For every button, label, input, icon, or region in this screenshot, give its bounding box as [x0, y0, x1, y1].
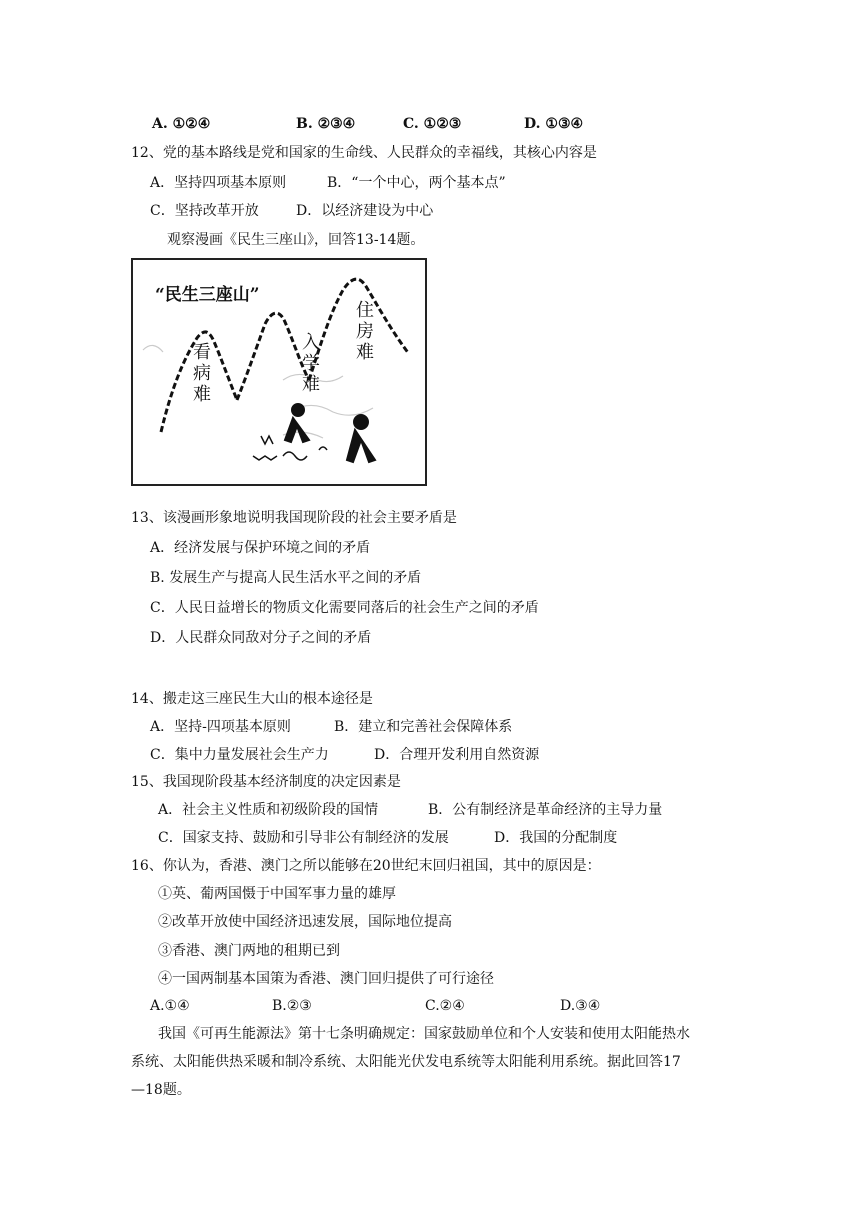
q12-stem: 12、党的基本路线是党和国家的生命线、人民群众的幸福线，其核心内容是 [131, 145, 597, 161]
q15-option-b[interactable]: B．公有制经济是革命经济的主导力量 [428, 802, 663, 818]
q12-option-a[interactable]: A．坚持四项基本原则 [150, 175, 287, 191]
q14-option-b[interactable]: B．建立和完善社会保障体系 [334, 719, 513, 735]
q16-option-b[interactable]: B.②③ [272, 998, 312, 1014]
q16-item-1: ①英、葡两国慑于中国军事力量的雄厚 [158, 886, 396, 902]
q13-option-a[interactable]: A．经济发展与保护环境之间的矛盾 [150, 540, 371, 556]
q14-option-d[interactable]: D．合理开发利用自然资源 [374, 747, 540, 763]
q16-item-3: ③香港、澳门两地的租期已到 [158, 943, 340, 959]
q16-option-a[interactable]: A.①④ [150, 998, 190, 1014]
q16-stem: 16、你认为，香港、澳门之所以能够在20世纪末回归祖国，其中的原因是： [131, 858, 601, 874]
q15-option-a[interactable]: A．社会主义性质和初级阶段的国情 [158, 802, 379, 818]
cartoon-label-right: 住房难 [356, 300, 374, 363]
q15-option-c[interactable]: C．国家支持、鼓励和引导非公有制经济的发展 [158, 830, 449, 846]
cartoon-three-mountains [131, 258, 427, 486]
q15-stem: 15、我国现阶段基本经济制度的决定因素是 [131, 774, 401, 790]
q14-option-c[interactable]: C．集中力量发展社会生产力 [150, 747, 329, 763]
q12-option-c[interactable]: C．坚持改革开放 [150, 203, 259, 219]
q13-option-b[interactable]: B. 发展生产与提高人民生活水平之间的矛盾 [150, 570, 422, 586]
cartoon-label-middle: 入学难 [302, 332, 320, 395]
q11-option-b[interactable]: B. ②③④ [296, 116, 356, 132]
intro-17-18-line-1: 我国《可再生能源法》第十七条明确规定：国家鼓励单位和个人安装和使用太阳能热水 [158, 1026, 690, 1042]
q16-item-2: ②改革开放使中国经济迅速发展，国际地位提高 [158, 914, 452, 930]
q16-item-4: ④一国两制基本国策为香港、澳门回归提供了可行途径 [158, 971, 494, 987]
q12-option-d[interactable]: D．以经济建设为中心 [296, 203, 434, 219]
q14-option-a[interactable]: A．坚持-四项基本原则 [150, 719, 291, 735]
q14-stem: 14、搬走这三座民生大山的根本途径是 [131, 691, 373, 707]
q16-option-d[interactable]: D.③④ [560, 998, 601, 1014]
q11-option-c[interactable]: C. ①②③ [403, 116, 462, 132]
cartoon-label-left: 看病难 [193, 342, 211, 405]
q16-option-c[interactable]: C.②④ [425, 998, 465, 1014]
q13-stem: 13、该漫画形象地说明我国现阶段的社会主要矛盾是 [131, 510, 457, 526]
q13-option-d[interactable]: D．人民群众同敌对分子之间的矛盾 [150, 630, 372, 646]
intro-17-18-line-3: —18题。 [131, 1082, 191, 1098]
q15-option-d[interactable]: D．我国的分配制度 [494, 830, 618, 846]
intro-13-14: 观察漫画《民生三座山》，回答13-14题。 [167, 232, 425, 248]
cartoon-title: “民生三座山” [155, 285, 260, 305]
q11-option-a[interactable]: A. ①②④ [152, 116, 211, 132]
intro-17-18-line-2: 系统、太阳能供热采暖和制冷系统、太阳能光伏发电系统等太阳能利用系统。据此回答17 [131, 1054, 681, 1070]
mountain-middle [237, 313, 309, 400]
q12-option-b[interactable]: B．“一个中心，两个基本点” [327, 175, 506, 191]
q13-option-c[interactable]: C．人民日益增长的物质文化需要同落后的社会生产之间的矛盾 [150, 600, 539, 616]
q11-option-d[interactable]: D. ①③④ [524, 116, 584, 132]
